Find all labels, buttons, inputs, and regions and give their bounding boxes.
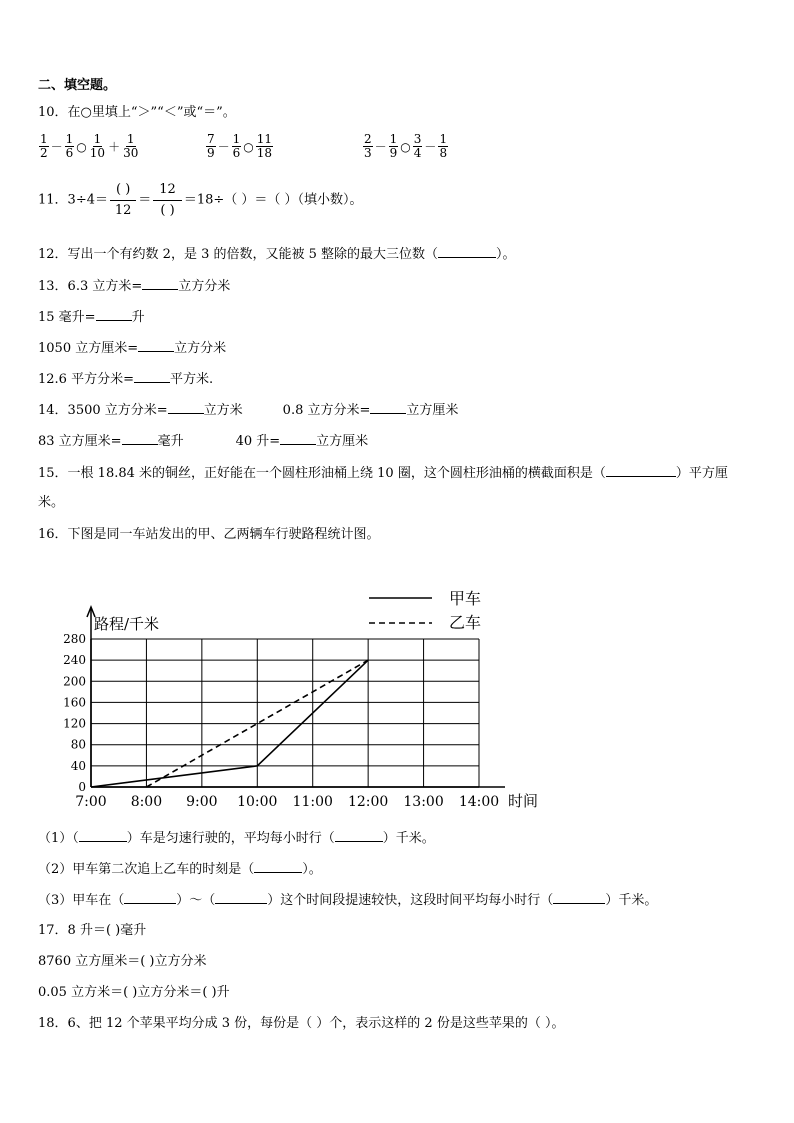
q10-expression-2: $\frac{7}{9}$ － $\frac{1}{6}$ ○ $\frac{11}{18}$ <box>207 132 273 160</box>
y-tick-label: 120 <box>63 716 86 731</box>
answer-blank[interactable] <box>96 308 132 321</box>
answer-blank[interactable] <box>254 860 302 873</box>
question-16: 16．下图是同一车站发出的甲、乙两辆车行驶路程统计图。 <box>38 527 380 542</box>
x-tick-label: 12:00 <box>347 794 389 810</box>
y-tick-label: 240 <box>63 653 86 668</box>
answer-blank[interactable] <box>79 829 127 842</box>
x-tick-label: 9:00 <box>186 794 218 810</box>
answer-blank[interactable] <box>335 829 383 842</box>
q10-expression-3: $\frac{2}{3}$ － $\frac{1}{9}$ ○ $\frac{3}{4}$ － $\frac{1}{8}$ <box>364 132 448 160</box>
compare-circle[interactable]: ○ <box>400 139 411 154</box>
question-14-line-2: 83 立方厘米= 毫升 40 升= 立方厘米 <box>38 434 369 449</box>
answer-blank[interactable] <box>168 401 204 414</box>
y-axis-title: 路程/千米 <box>94 615 160 633</box>
question-14-line-1: 14．3500 立方分米= 立方米 0.8 立方分米= 立方厘米 <box>38 403 459 418</box>
y-tick-label: 160 <box>63 695 86 710</box>
question-17-line-3: 0.05 立方米＝( )立方分米＝( )升 <box>38 985 230 1000</box>
answer-blank[interactable] <box>370 401 406 414</box>
answer-blank[interactable] <box>280 432 316 445</box>
q10-expression-1: $\frac{1}{2}$ － $\frac{1}{6}$ ○ $\frac{1}{10}$ ＋ $\frac{1}{30}$ <box>40 132 139 160</box>
answer-blank[interactable] <box>134 370 170 383</box>
compare-circle[interactable]: ○ <box>76 139 87 154</box>
section-title: 二、填空题。 <box>38 78 117 93</box>
y-tick-label: 40 <box>70 758 86 773</box>
y-tick-label: 200 <box>63 674 86 689</box>
x-axis-title: 时间 <box>508 792 539 810</box>
question-17-line-1: 17．8 升＝( )毫升 <box>38 923 147 938</box>
answer-blank[interactable] <box>124 891 176 904</box>
answer-blank[interactable] <box>122 432 158 445</box>
legend-label-yi: 乙车 <box>449 613 482 632</box>
question-13-line-1: 13．6.3 立方米= 立方分米 <box>38 279 231 294</box>
answer-blank[interactable] <box>553 891 605 904</box>
x-tick-label: 11:00 <box>292 794 333 810</box>
question-13-line-4: 12.6 平方分米= 平方米. <box>38 372 214 387</box>
compare-circle[interactable]: ○ <box>243 139 254 154</box>
x-tick-label: 7:00 <box>75 794 107 810</box>
legend-label-jia: 甲车 <box>449 589 482 608</box>
question-10: 10．在○里填上“＞”“＜”或“＝”。 <box>38 105 236 120</box>
x-tick-label: 10:00 <box>237 794 278 810</box>
question-16-sub-1: （1）（ ）车是匀速行驶的，平均每小时行（ ）千米。 <box>38 831 435 846</box>
y-tick-label: 0 <box>78 780 86 794</box>
x-tick-label: 14:00 <box>458 794 500 810</box>
answer-blank[interactable] <box>438 245 496 258</box>
question-18: 18．6、把 12 个苹果平均分成 3 份，每份是（ ）个，表示这样的 2 份是这些苹果的（ ）。 <box>38 1016 565 1031</box>
x-tick-label: 8:00 <box>130 794 163 810</box>
distance-chart <box>56 583 556 813</box>
chart-ticks <box>63 632 499 810</box>
chart-grid <box>87 607 505 787</box>
question-11: 11．3÷4＝ $\frac{( )}{12}$ ＝ $\frac{12}{( )}$ ＝18÷（ ）＝（ ）（填小数）。 <box>38 182 363 218</box>
question-16-sub-2: （2）甲车第二次追上乙车的时刻是（ ）。 <box>38 862 322 877</box>
y-tick-label: 280 <box>63 632 86 646</box>
question-17-line-2: 8760 立方厘米＝( )立方分米 <box>38 954 207 969</box>
question-16-sub-3: （3）甲车在（ ）～（ ）这个时间段提速较快，这段时间平均每小时行（ ）千米。 <box>38 893 658 908</box>
question-15-line-2: 米。 <box>38 495 65 510</box>
y-tick-label: 80 <box>70 737 86 752</box>
question-12: 12．写出一个有约数 2，是 3 的倍数，又能被 5 整除的最大三位数（ ）。 <box>38 247 516 262</box>
answer-blank[interactable] <box>138 339 174 352</box>
answer-blank[interactable] <box>215 891 267 904</box>
question-15-line-1: 15．一根 18.84 米的铜丝，正好能在一个圆柱形油桶上绕 10 圈，这个圆柱形油桶的横截面积是（ ）平方厘 <box>38 466 728 481</box>
answer-blank[interactable] <box>606 464 676 477</box>
question-13-line-3: 1050 立方厘米= 立方分米 <box>38 341 227 356</box>
answer-blank[interactable] <box>142 277 178 290</box>
question-13-line-2: 15 毫升= 升 <box>38 310 145 325</box>
x-tick-label: 13:00 <box>403 794 444 810</box>
